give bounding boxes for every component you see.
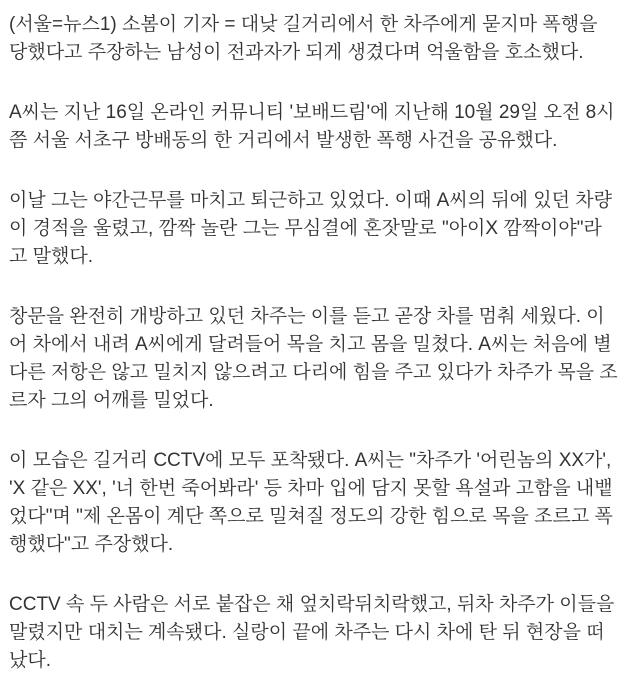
article-paragraph-3: 이날 그는 야간근무를 마치고 퇴근하고 있었다. 이때 A씨의 뒤에 있던 차량이 경적을 울렸고, 깜짝 놀란 그는 무심결에 혼잣말로 "아이X 깜짝이야"라고 말했다. [9, 190, 613, 267]
article-paragraph-6: CCTV 속 두 사람은 서로 붙잡은 채 엎치락뒤치락했고, 뒤차 차주가 이들을 말렸지만 대치는 계속됐다. 실랑이 끝에 차주는 다시 차에 탄 뒤 현장을 떠났다. [9, 594, 615, 671]
article-paragraph-byline: (서울=뉴스1) 소봄이 기자 = 대낮 길거리에서 한 차주에게 묻지마 폭행을 당했다고 주장하는 남성이 전과자가 되게 생겼다며 억울함을 호소했다. [9, 14, 598, 63]
article-paragraph-4: 창문을 완전히 개방하고 있던 차주는 이를 듣고 곧장 차를 멈춰 세웠다. 이어 차에서 내려 A씨에게 달려들어 목을 치고 몸을 밀쳤다. A씨는 처음에 별 다른 저항은 않고 밀치지 않으려고 다리에 힘을 주고 있다가 차주가 목을 조르자 그의 어깨를 밀었다. [9, 306, 618, 411]
article-paragraph-2: A씨는 지난 16일 온라인 커뮤니티 '보배드림'에 지난해 10월 29일 오전 8시쯤 서울 서초구 방배동의 한 거리에서 발생한 폭행 사건을 공유했다. [9, 102, 615, 151]
article-paragraph-5: 이 모습은 길거리 CCTV에 모두 포착됐다. A씨는 "차주가 '어린놈의 XX가', 'X 같은 XX', '너 한번 죽어봐라' 등 차마 입에 담지 못할 욕설과 고함을 내뱉었다"며 "제 온몸이 계단 쪽으로 밀쳐질 정도의 강한 힘으로 목을 조르고 폭행했다"고 주장했다. [9, 450, 613, 555]
